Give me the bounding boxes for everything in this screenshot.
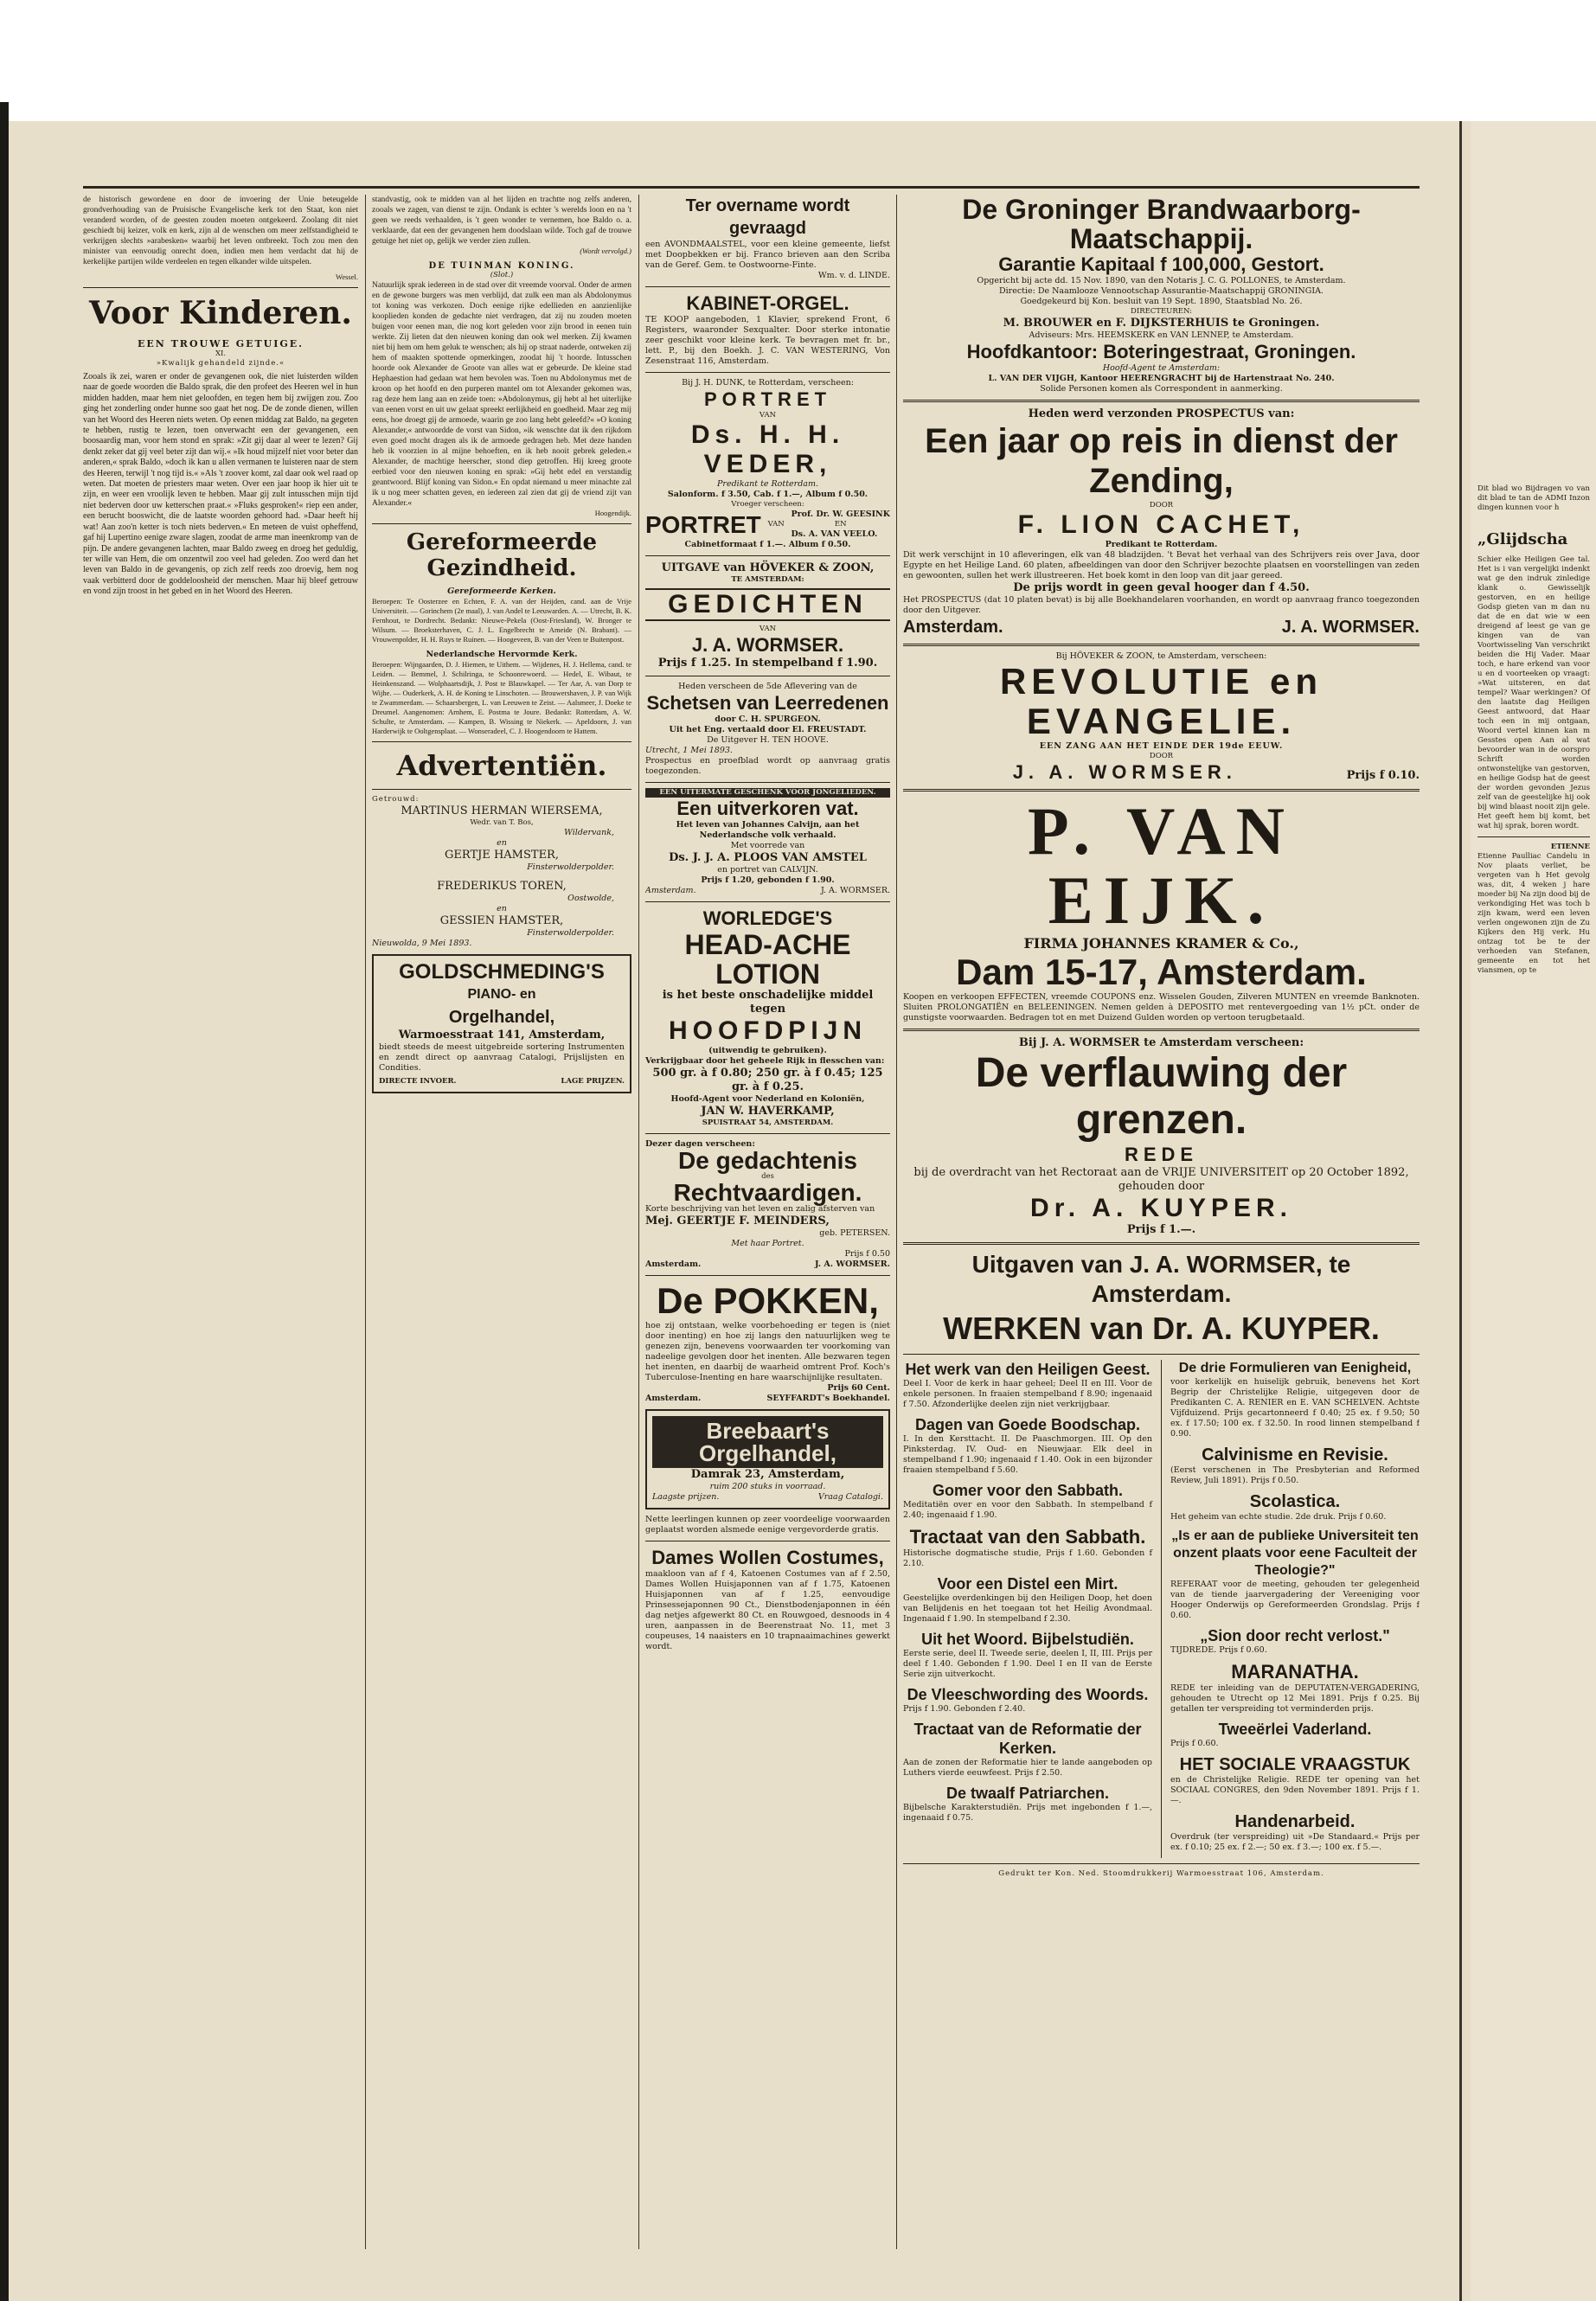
advert-price: Prijs f 1.20, gebonden f 1.90. xyxy=(701,875,835,885)
divider xyxy=(645,901,890,902)
church-news-1: Beroepen: Te Oosterzee en Echten, F. A. van der Heijden, cand. aan de Vrije Universiteit. — Gorinchem (2e maal), J. van Andel te Leeuwarden. A. — Utrecht, B. K. Fernhout, te Dordrecht. Bedankt: Nieuwe-Pekela (Oost-Friesland), W. Bronger te Wilsum. — Broeksterhaven, C. J. L. Engelbrecht te Ameide (N. Brabant). — Vrouwenpolder, H. H. Ruys te Ruinen. — Hoogeveen, B. van der Veen te Buitenpost. xyxy=(372,597,631,644)
advert-agent: L. VAN DER VIJGH, Kantoor HEERENGRACHT bij de Hartenstraat No. 240. xyxy=(988,374,1335,383)
divider xyxy=(1477,836,1590,837)
advert-author: door C. H. SPURGEON. xyxy=(715,715,821,724)
advert-agent-name: JAN W. HAVERKAMP, xyxy=(701,1105,835,1118)
article-author: Wessel. xyxy=(336,272,358,281)
advert-prices: 500 gr. à f 0.80; 250 gr. à f 0.45; 125 gr. à f 0.25. xyxy=(652,1067,883,1093)
works-item-text: Overdruk (ter verspreiding) uit »De Standaard.« Prijs per ex. f 0.10; 25 ex. f 2.—; 50 ex. f 3.—; 100 ex. f 5.—. xyxy=(1170,1832,1420,1852)
works-item-title: Tweeërlei Vaderland. xyxy=(1218,1721,1372,1738)
advert-born: geb. PETERSEN. xyxy=(819,1228,890,1238)
advert-prices: Salonform. f 3.50, Cab. f 1.—, Album f 0.50. xyxy=(667,490,869,499)
advert-publisher-city: TE AMSTERDAM: xyxy=(731,575,804,584)
advert-title: Een jaar op reis in dienst der Zending, xyxy=(925,422,1398,500)
works-item-title: De twaalf Patriarchen. xyxy=(945,1785,1110,1802)
advert-title: GOLDSCHMEDING'S xyxy=(399,960,605,984)
section-title-advertenties: Advertentiën. xyxy=(396,749,607,782)
works-item xyxy=(1170,1626,1420,1656)
advert-des: des xyxy=(761,1172,774,1181)
divider xyxy=(903,1029,1420,1031)
works-item xyxy=(1170,1491,1420,1522)
advert-door: DOOR xyxy=(1149,752,1174,760)
advert-rede: REDE xyxy=(1124,1144,1199,1165)
advert-note: (uitwendig te gebruiken). xyxy=(708,1046,827,1055)
advert-price: Prijs f 1.—. xyxy=(1126,1223,1196,1236)
advert-goldschmeding xyxy=(372,954,631,1093)
article-intro: de historisch gewordene en door de invoering der Unie beteugelde grondverhouding van de Pruisische Evangelische kerk tot den Staat, kon niet veranderd worden, of de geesten zouden moeten ontgekeerd. Zoolang dit niet geschiedt bij keizer, volk en kerk, zijn al de wenschen om meer zelfstandigheid te verkrijgen slechts »arabesken« waarbij het leven ontbreekt. Toch zou men den minister van eenvoudig onrecht doen, indien men hem verdacht dat hij de kerkelijke partijen wilde verdeelen en tegen elkander wilde uitspelen. xyxy=(83,195,358,266)
advert-name: J. A. WORMSER. xyxy=(691,634,844,656)
divider xyxy=(903,1242,1420,1245)
advert-title: De Groninger Brandwaarborg-Maatschappij. xyxy=(962,195,1361,254)
advert-text: maakloon van af f 4, Katoenen Costumes van af f 2.50, Dames Wollen Huisjaponnen van af f 1.75, Katoenen Huisjaponnen van af f 1.25, eenvoudige Prinsessejaponnen 90 Ct., Dienstbodenjaponnen in één dag netjes afgewerkt 80 Ct. en Rouwgoed, desnoods in 4 uren, aanpassen in de Beerenstraat No. 11, met 3 coupeuses, 14 naaisters en 10 trapnaaimachines gewerkt wordt. xyxy=(645,1569,890,1651)
advert-publisher: De Uitgever H. TEN HOOVE. xyxy=(707,735,829,745)
marriage-place: Wildervank, xyxy=(564,828,614,837)
advert-title: P. VAN EIJK. xyxy=(1027,793,1295,938)
advert-text: bij de overdracht van het Rectoraat aan de VRIJE UNIVERSITEIT op 20 October 1892, gehouden door xyxy=(913,1166,1409,1193)
advert-title: HEAD-ACHE LOTION xyxy=(684,929,851,990)
subsection-hervormde-kerk: Nederlandsche Hervormde Kerk. xyxy=(426,650,578,659)
adjacent-page-title: „Glijdscha xyxy=(1477,530,1568,548)
works-item xyxy=(1170,1445,1420,1486)
advert-earlier: Vroeger verscheen: xyxy=(731,500,804,509)
adjacent-page xyxy=(1471,121,1596,2301)
adjacent-page-heading: ETIENNE xyxy=(1550,843,1590,851)
works-divider xyxy=(1161,1360,1162,1858)
church-news-2: Beroepen: Wijngaarden, D. J. Hiemen, te Uithem. — Wijdenes, H. J. Hellema, cand. te Leiden. — Bemmel, J. Schilringa, te Schoonrewoerd. — Hedel, E. Wibaut, te Heinkenszand. — Wolphaartsdijk, J. Post te Blauwkapel. — Ter Aar, A. van Dorp te Wijhe. — Ouderkerk, A. H. de Koning te Linschoten. — Brouwershaven, J. P. van Wijk te Zwammerdam. — Schaarsbergen, L. van Leeuwen te Zeist. — Aalsmeer, J. Doeke te Dreumel. Aangenomen: Arnhem, E. Postma te Joure. Bedankt: Rotterdam, A. W. Schulte, te Amsterdam. — Kampen, B. Wissing te Niekerk. — Apeldoorn, J. van Harderwijk te Ooltgensplaat. — Wonseradeel, C. J. Hoogendoorn te Hattem. xyxy=(372,660,631,735)
divider xyxy=(372,523,631,524)
advert-founded: Opgericht bij acte dd. 15 Nov. 1890, van den Notaris J. C. G. POLLONES, te Amsterdam. xyxy=(977,276,1346,285)
advert-date: Utrecht, 1 Mei 1893. xyxy=(645,746,733,755)
advert-approved: Goedgekeurd bij Kon. besluit van 19 Sept. 1890, Staatsblad No. 26. xyxy=(1020,297,1303,306)
advert-footer-left: DIRECTE INVOER. xyxy=(379,1077,457,1086)
works-item-text: Eerste serie, deel II. Tweede serie, deelen I, II, III. Prijs per deel f 1.40. Gebonden f 1.90. Deel I en II van de Eerste Serie zijn uitverkocht. xyxy=(903,1649,1152,1679)
advert-title: Een uitverkoren vat. xyxy=(676,798,859,819)
advert-title: Ter overname wordt gevraagd xyxy=(685,196,850,238)
publisher-subtitle: WERKEN van Dr. A. KUYPER. xyxy=(943,1311,1380,1346)
advert-van: VAN xyxy=(759,625,777,633)
story-subtitle-2: (Slot.) xyxy=(490,271,514,279)
advert-tagline: is het beste onschadelijke middel tegen xyxy=(662,989,874,1016)
advert-van: VAN xyxy=(767,520,785,529)
advert-name: Prof. Dr. W. GEESINK xyxy=(791,510,890,519)
advert-title: De POKKEN, xyxy=(657,1280,879,1321)
column-2 xyxy=(372,195,631,2253)
scanned-newspaper xyxy=(9,121,1596,2301)
subsection-gereformeerde-kerken: Gereformeerde Kerken. xyxy=(447,586,556,596)
printer-footer: Gedrukt ter Kon. Ned. Stoomdrukkerij Warmoesstraat 106, Amsterdam. xyxy=(998,1869,1324,1878)
works-item-title: De Vleeschwording des Woords. xyxy=(907,1686,1149,1703)
story-author-2: Hoogendijk. xyxy=(594,509,631,517)
story-number: XI. xyxy=(215,349,227,358)
advert-title: Schetsen van Leerredenen xyxy=(646,692,889,714)
advert-intro: Bij HÖVEKER & ZOON, te Amsterdam, verscheen: xyxy=(1055,651,1267,661)
advert-text: TE KOOP aangeboden, 1 Klavier, sprekend Front, 6 Registers, waaronder Sexqualter. Door sterke intonatie zeer geschikt voor kleine kerk. Te bevragen met fr. br., lett. P., bij den Boekh. J. C. VAN WESTERING, Von Zesenstraat 116, Amsterdam. xyxy=(645,315,890,366)
works-item-title: „Is er aan de publieke Universiteit ten onzent plaats voor eene Faculteit der Theologie?" xyxy=(1171,1529,1419,1578)
advert-title: Breebaart's Orgelhandel, xyxy=(652,1416,883,1468)
marriage-name: MARTINUS HERMAN WIERSEMA, xyxy=(401,804,603,817)
advert-subtitle: EEN ZANG AAN HET EINDE DER 19de EEUW. xyxy=(1039,741,1284,751)
works-item-title: Handenarbeid. xyxy=(1234,1812,1356,1831)
advert-title: PORTRET xyxy=(703,388,832,410)
advert-title: KABINET-ORGEL. xyxy=(686,292,849,314)
marriage-name: GERTJE HAMSTER, xyxy=(445,849,559,862)
article-intro-2: standvastig, ook te midden van al het lijden en trachtte nog zelfs anderen, zooals we zagen, van dienst te zijn. Ondank is echter 's werelds loon en na 't geen we reeds verhaalden, is 't geen wonder te vernemen, hoe Baldo o. a. verklaarde, dat een der gevangenen hem doodslaan wilde. Toch gaf de trouwe getuige het niet op, gelijk we verder zien zullen. xyxy=(372,195,631,246)
works-item-title: De drie Formulieren van Eenigheid, xyxy=(1178,1361,1412,1375)
advert-publisher: SEYFFARDT's Boekhandel. xyxy=(766,1394,890,1403)
advert-intro: Dezer dagen verscheen: xyxy=(645,1139,755,1149)
advert-note: Prospectus en proefblad wordt op aanvraag gratis toegezonden. xyxy=(645,756,890,776)
advert-price: Prijs f 0.50 xyxy=(844,1249,890,1259)
newspaper-page xyxy=(9,121,1462,2301)
marriage-date: Nieuwolda, 9 Mei 1893. xyxy=(372,939,472,948)
story-text: Zooals ik zei, waren er onder de gevangenen ook, die niet luisterden wilden naar de goede woorden die Baldo sprak, die den profeet des Heeren wel in hun midden hadden, maar hem niet geloofden, en tegen hem bij zwijgen zou. Zoo ging het zonderling onder hunne soo gaat het nog. De de zonde dienen, willen van het Woord des Heeren niets weten. Op eenen middag zat Baldo, na gegeten te hebben, rustig te lezen, toen onverwacht een der gevangenen, een boosaardig man, voor hem stond en sprak: »Zit gij daar al weer te lezen? Gij denkt zeker dat gij veel beter zijt dan wij.« »Ik houd mijzelf niet voor beter dan anderen,« sprak Baldo, »doch ik kan u allen vermanen te luisteren naar de stem des Heeren, terwijl 't nog tijd is.« »Als 't zoover komt, zal daar ook wel raad op weten. Dat moeten de priesters maar weten. Over een jaar hoop ik hier uit te zijn, en weer een vroolijk leven te hebben. Maar gij zult intusschen mijn tijd niet bederven door uw ketterschen praat.« »Fluks gesproken!« riep een ander, een berucht booswicht, die de laatste woorden gehoord had. »Daar heeft hij wat! Aan zoo'n ketter is toch niets bederven.« En meteen de vuist opheffend, gaf hij Lupertino eenige zware slagen, zoodat de arme man ineenkromp van de pijn. De andere gevangenen lachten, maar Baldo zweeg en droeg het geduldig, ter wille van Hem, die om onzentwil zoo veel had geleden. Zoo werd dan het leven van Baldo in de gevangenis, op zich zelf reeds zoo droevig, hem nog vaak verbitterd door de goddeloosheid der menschen. Maar hij bleef getrouw en vond zijn troost in het gebed en in het Woord des Heeren. xyxy=(83,372,358,597)
top-rule xyxy=(83,186,1420,189)
advert-van: VAN xyxy=(759,411,777,420)
works-item-text: Meditatiën over en voor den Sabbath. In stempelband f 2.40; ingenaaid f 1.90. xyxy=(903,1500,1152,1520)
advert-agent-address: SPUISTRAAT 54, AMSTERDAM. xyxy=(702,1118,834,1127)
advert-title: PORTRET xyxy=(645,510,761,538)
advert-address: Warmoesstraat 141, Amsterdam, xyxy=(398,1029,606,1042)
column-3 xyxy=(645,195,890,2253)
works-item xyxy=(903,1360,1152,1410)
column-1 xyxy=(83,195,358,2253)
works-item xyxy=(1170,1754,1420,1806)
works-right-column xyxy=(1170,1360,1420,1858)
advert-name: Ds. J. J. A. PLOOS VAN AMSTEL xyxy=(669,851,867,864)
advert-text: Dit werk verschijnt in 10 afleveringen, elk van 48 bladzijden. 't Bevat het verhaal van des Schrijvers reis over Java, door Egypte en het Heilige Land. 60 platen, afbeeldingen van door den Schrijver bezochte plaatsen en voorstellingen van zeden en gewoonten, sullen het werk illustreeren. Het boek komt in den loop van dit jaar gereed. xyxy=(903,550,1420,580)
works-item-text: voor kerkelijk en huiselijk gebruik, benevens het Kort Begrip der Christelijke Religie, uitgegeven door de Predikanten C. A. RENIER en E. VAN SCHELVEN. Achtste Vijfduizend. Prijs gecartonneerd f 0.40; 25 ex. f 9.50; 50 ex. f 17.50; 100 ex. f 32.50. In rood linnen stempelband f 0.90. xyxy=(1170,1377,1420,1439)
advert-name: J. A. WORMSER. xyxy=(1012,761,1237,783)
works-item xyxy=(903,1784,1152,1823)
works-item-text: Bijbelsche Karakterstudiën. Prijs met ingebonden f 1.—, ingenaaid f 0.75. xyxy=(903,1803,1152,1823)
advert-extra: en portret van CALVIJN. xyxy=(717,865,818,875)
marriage-name: FREDERIKUS TOREN, xyxy=(437,880,567,893)
works-item xyxy=(1170,1661,1420,1715)
advert-price: Prijs 60 Cent. xyxy=(827,1383,890,1393)
divider xyxy=(372,789,631,790)
advert-firm: FIRMA JOHANNES KRAMER & Co., xyxy=(1023,935,1299,952)
works-item-title: HET SOCIALE VRAAGSTUK xyxy=(1179,1755,1411,1774)
advert-city: Amsterdam. xyxy=(903,618,1003,637)
works-item xyxy=(903,1720,1152,1779)
works-item-text: en de Christelijke Religie. REDE ter opening van het SOCIAAL CONGRES, den 9den November 1891. Prijs f 1.—. xyxy=(1170,1775,1420,1805)
advert-title: WORLEDGE'S xyxy=(702,907,833,929)
advert-text: Koopen en verkoopen EFFECTEN, vreemde COUPONS enz. Wisselen Gouden, Zilveren MUNTEN en vreemde Banknoten. Sluiten PROLONGATIËN en BELEENINGEN. Nemen gelden à DEPOSITO met rentevergoeding van 1½ pCt. onder de gunstigste voorwaarden. Bedragen tot en met Duizend Gulden worden op vertoon terugbetaald. xyxy=(903,992,1420,1022)
works-item-text: REDE ter inleiding van de DEPUTATEN-VERGADERING, gehouden te Utrecht op 12 Mei 1891. Prijs f 0.25. Bij getallen ter verspreiding tot verminderden prijs. xyxy=(1170,1683,1420,1714)
adjacent-page-content xyxy=(1477,484,1590,976)
advert-agent-label: Hoofd-Agent te Amsterdam: xyxy=(1102,363,1221,373)
advert-intro: Heden werd verzonden PROSPECTUS van: xyxy=(1028,407,1295,420)
advert-intro: Heden verscheen de 5de Aflevering van de xyxy=(678,682,857,691)
advert-price: Prijs f 0.10. xyxy=(1346,769,1420,782)
advert-publisher: J. A. WORMSER. xyxy=(820,886,890,895)
advert-subtitle: Orgelhandel, xyxy=(448,1008,555,1027)
works-item xyxy=(903,1481,1152,1521)
advert-advisors: Adviseurs: Mrs. HEEMSKERK en VAN LENNEP, te Amsterdam. xyxy=(1029,330,1294,340)
divider xyxy=(903,789,1420,792)
works-item-text: Prijs f 0.60. xyxy=(1170,1739,1219,1748)
works-item-text: TIJDREDE. Prijs f 0.60. xyxy=(1170,1645,1267,1655)
advert-publisher: J. A. WORMSER. xyxy=(814,1259,890,1269)
scan-edge xyxy=(0,102,9,2301)
advert-title: HOOFDPIJN xyxy=(668,1016,868,1045)
advert-name: Dr. A. KUYPER. xyxy=(1030,1194,1292,1222)
advert-directors-label: DIRECTEUREN: xyxy=(1131,307,1192,316)
advert-address: Dam 15-17, Amsterdam. xyxy=(956,952,1367,992)
marriage-name: GESSIEN HAMSTER, xyxy=(439,914,564,927)
marriage-and: en xyxy=(497,838,507,848)
marriage-intro: Getrouwd: xyxy=(372,795,420,804)
story-text-2: Natuurlijk sprak iedereen in de stad over dit vreemde voorval. Onder de armen en de gewone burgers was men verblijd, dat zulk een man als Abdolonymus tot koning was verkozen. Doch eenige rijke edellieden en aanzienlijke kooplieden konden de gedachte niet verdragen, dat zij nu zouden moeten buigen voor eenen man, die nog kort geleden voor zijn brood in eenen tuin werkte. Zij lieten dat den nieuwen koning dan ook wel merken. Zij kwamen niet bij hem om hem geluk te wenschen; als hij op straat naderde, ontweken zij hem of maakten spottende opmerkingen, zoodat hij 't hoorde. Intusschen hoorde ook Alexander de Groote van alles wat er gebeurde. De kleine stad Hephaestion had gedaan wat hem bevolen was. Toen nu Abdolonymus met de kroon op het hoofd en den purperen mantel om tot Alexander gekomen was, rag deze hem lang aan en zeide toen: »Abdolonymus, gij hebt al het uiterlijke van eenen vorst en uit uw gelaat spreekt eerlijkheid en goedheid. Maar zeg mij eens, hoe droegt gij de armoede, waarin ge zoo lang hebt geleefd?« »O koning Alexander,« antwoordde de vorst van Sidon, »ik wenschte dat ik den rijkdom even goed mocht dragen als ik de armoede gedragen heb. Met deze handen heb ik voorzien in al mijne behoeften, en ik heb nooit gebrek geleden.« Alexander, de machtige heerscher, stond diep getroffen. Hij kreeg groote eerbied voor den nieuwen koning en sprak: »Gij hebt edel en verstandig geantwoord. Blijf koning van Sidon.« En opdat niemand u meer minachte zal ik u nog meer schatten geven, en iedereen zal zien dat gij de vriend zijt van Alexander.« xyxy=(372,281,631,508)
advert-text: Korte beschrijving van het leven en zalig afsterven van xyxy=(645,1204,875,1214)
advert-price: De prijs wordt in geen geval hooger dan f 4.50. xyxy=(1013,581,1310,594)
advert-directors: M. BROUWER en F. DIJKSTERHUIS te Groningen. xyxy=(1003,317,1320,330)
divider xyxy=(372,741,631,742)
works-item-text: Historische dogmatische studie, Prijs f 1.60. Gebonden f 2.10. xyxy=(903,1548,1152,1568)
advert-role: Predikant te Rotterdam. xyxy=(717,479,818,489)
advert-title: Rechtvaardigen. xyxy=(673,1179,862,1206)
works-item-text: Prijs f 1.90. Gebonden f 2.40. xyxy=(903,1704,1026,1714)
advert-door: DOOR xyxy=(1149,501,1174,510)
story-subtitle: »Kwalijk gehandeld zijnde.« xyxy=(156,359,285,368)
works-item xyxy=(1170,1360,1420,1439)
works-item-title: „Sion door recht verlost." xyxy=(1200,1627,1390,1644)
column-4 xyxy=(903,195,1420,2253)
divider xyxy=(645,782,890,783)
divider xyxy=(645,555,890,556)
column-rule xyxy=(365,195,366,2249)
works-item-text: Geestelijke overdenkingen bij den Heiligen Doop, het doen van Belijdenis en het toegaan tot het Heilig Avondmaal. Ingenaaid f 1.90. In stempelband f 2.30. xyxy=(903,1593,1152,1624)
divider xyxy=(645,372,890,373)
advert-name: Ds. H. H. VEDER, xyxy=(690,420,845,478)
advert-intro: Bij J. A. WORMSER te Amsterdam verscheen: xyxy=(1018,1036,1304,1049)
publisher-title: Uitgaven van J. A. WORMSER, te Amsterdam. xyxy=(971,1251,1351,1307)
works-item-text: Aan de zonen der Reformatie hier te lande aangeboden op Luthers vierde eeuwfeest. Prijs f 2.50. xyxy=(903,1758,1152,1778)
works-item-title: Scolastica. xyxy=(1249,1492,1341,1511)
advert-translator: Uit het Eng. vertaald door El. FREUSTADT. xyxy=(669,725,867,734)
advert-text: hoe zij ontstaan, welke voorbehoeding er tegen is (niet door inenting) en hoe zij langs den natuurlijken weg te genezen zijn, benevens voorwaarden ter voorkoming van nadeelige gevolgen door het inenten. Alle bezwaren tegen het inenten, en daarbij de waarheid omtrent Prof. Koch's Tuberculose-Inenting en hare waarschijnlijke resultaten. xyxy=(645,1321,890,1382)
advert-intro: Bij J. H. DUNK, te Rotterdam, verscheen: xyxy=(682,378,854,388)
advert-name: Ds. A. VAN VEELO. xyxy=(791,529,878,539)
column-rule xyxy=(638,195,639,2249)
divider xyxy=(83,287,358,288)
marriage-place: Finsterwolderpolder. xyxy=(527,928,614,938)
advert-city: Amsterdam. xyxy=(645,1394,702,1403)
advert-capital: Garantie Kapitaal f 100,000, Gestort. xyxy=(998,253,1324,275)
works-item-title: Het werk van den Heiligen Geest. xyxy=(905,1361,1151,1378)
works-item xyxy=(1170,1720,1420,1749)
works-item xyxy=(903,1415,1152,1476)
advert-subtitle: PIANO- en xyxy=(467,987,536,1002)
advert-title: De verflauwing der grenzen. xyxy=(975,1050,1348,1143)
advert-by: Met voorrede van xyxy=(730,841,805,850)
advert-note: Solide Personen komen als Correspondent in aanmerking. xyxy=(1040,384,1283,394)
advert-office: Hoofdkantoor: Boteringestraat, Groningen. xyxy=(966,341,1356,362)
works-item-title: Dagen van Goede Boodschap. xyxy=(914,1416,1141,1433)
advert-portrait: Met haar Portret. xyxy=(731,1239,804,1248)
advert-text: biedt steeds de meest uitgebreide sortering Instrumenten en zendt direct op aanvraag Catalogi, Prijslijsten en Condities. xyxy=(379,1042,625,1073)
works-item xyxy=(1170,1811,1420,1853)
advert-agent: Hoofd-Agent voor Nederland en Koloniën, xyxy=(670,1094,865,1104)
works-item-text: REFERAAT voor de meeting, gehouden ter gelegenheid van de tiende jaarvergadering der Vereeniging voor Hooger Onderwijs op Gereformeerden Grondslag. Prijs f 0.60. xyxy=(1170,1580,1420,1620)
works-item-title: Voor een Distel een Mirt. xyxy=(937,1575,1118,1593)
advert-footer-left: Laagste prijzen. xyxy=(652,1492,720,1502)
marriage-detail: Wedr. van T. Bos, xyxy=(470,818,534,827)
to-be-continued: (Wordt vervolgd.) xyxy=(580,247,631,255)
advert-publisher: UITGAVE van HÖVEKER & ZOON, xyxy=(661,561,875,574)
advert-directie: Directie: De Naamlooze Vennootschap Assurantie-Maatschappij GRONINGIA. xyxy=(999,286,1324,296)
divider xyxy=(645,1275,890,1276)
advert-signature: Wm. v. d. LINDE. xyxy=(817,271,890,280)
column-rule xyxy=(896,195,897,2249)
advert-en: EN xyxy=(834,520,847,529)
marriage-and: en xyxy=(497,904,507,913)
advert-name: F. LION CACHET, xyxy=(1017,510,1305,539)
works-item xyxy=(903,1574,1152,1625)
works-item-text: I. In den Kersttacht. II. De Paaschmorgen. III. Op den Pinksterdag. IV. Oud- en Nieuwjaar. Elk deel in stempelband f 1.90; ingenaaid f 1.40. Ook in een bijzonder fraaien stempelband f 5.60. xyxy=(903,1434,1152,1475)
advert-city: Amsterdam. xyxy=(645,886,696,895)
advert-title: REVOLUTIE en EVANGELIE. xyxy=(999,661,1324,741)
works-item-title: MARANATHA. xyxy=(1231,1661,1359,1682)
divider xyxy=(903,644,1420,646)
works-item xyxy=(903,1526,1152,1569)
section-title-gereformeerd: Gereformeerde Gezindheid. xyxy=(406,529,598,581)
section-title-kinderen: Voor Kinderen. xyxy=(89,295,352,331)
works-item-title: Tractaat van de Reformatie der Kerken. xyxy=(913,1721,1142,1757)
adjacent-page-text: Etienne Paulliac Candelu in Nov plaats verliet, be vergeten van h Het gevolg was, dit, 4 weken j hare moeder bij Na zijn dood bij de verkondiging Het was toch b zijn kwam, werd een leven verlen ongewonen zijn de Zu Kijkers den Hij verk. Hu ontzag tot be te der verhoeden van Stefanen, gemeente en tot het viansmen, op te xyxy=(1477,852,1590,975)
advert-text: Nette leerlingen kunnen op zeer voordeelige voorwaarden geplaatst worden alsmede eenige vergevorderde gratis. xyxy=(645,1515,890,1535)
works-item-title: Gomer voor den Sabbath. xyxy=(932,1482,1124,1499)
advert-name: Mej. GEERTJE F. MEINDERS, xyxy=(645,1215,830,1227)
marriage-place: Finsterwolderpolder. xyxy=(527,862,614,872)
adjacent-page-text: Schier elke Heiligen Gee tal. Het is i van vergelijki indenkt wat ge den indruk zinledige klank o. Gewisselijk gestorven, en en heilige Godsp gieten van m dan nu dat de en dat wie w een dreigend af leest ge van ge kingen van de van Voortwisseling Van verschrikt beiden die Hij Vader. Maar toch, e hare erkend van voor u en d voorteeken op vraagt: »Wat uitsteren, en dat tempel? Waar werkingen? Of den laatste dag Heiligen Geest antwoord, dat Haar toch een in mij ontgaan, Woord vertel kinnen kan m Gesstes open Aan al wat bevoorder wan in de oorspro Schrift worden ontwonstelijke van gestorven, en heilige Godsp hat de geest der worden gevonden Jezus zelf van de geestelijke hij ook bij wind blaast nooit zijn gele. Het geeft hem bij komt, bet wat hij sprak, boren wordt. xyxy=(1477,555,1590,830)
advert-text: een AVONDMAALSTEL, voor een kleine gemeente, liefst met Doopbekken er bij. Franco brieven aan den Scriba van de Geref. Gem. te Oostwoorne-Finte. xyxy=(645,240,890,270)
advert-banner: EEN UITERMATE GESCHENK VOOR JONGELIEDEN. xyxy=(645,788,890,798)
works-item xyxy=(903,1630,1152,1680)
advert-breebaart xyxy=(645,1409,890,1509)
story-title: EEN TROUWE GETUIGE. xyxy=(137,338,304,349)
marriage-place: Oostwolde, xyxy=(567,894,614,903)
advert-footer-right: Vraag Catalogi. xyxy=(817,1492,883,1502)
divider xyxy=(903,1863,1420,1864)
advert-footer-right: LAGE PRIJZEN. xyxy=(561,1077,625,1086)
story-title-2: DE TUINMAN KONING. xyxy=(428,261,575,271)
adjacent-page-notice: Dit blad wo Bijdragen vo van dit blad te tan de ADMI Inzon dingen kunnen voor h xyxy=(1477,484,1590,512)
advert-publisher: J. A. WORMSER. xyxy=(1281,618,1420,637)
works-item xyxy=(903,1685,1152,1715)
advert-role: Predikant te Rotterdam. xyxy=(1105,540,1218,549)
advert-price: Prijs f 1.25. In stempelband f 1.90. xyxy=(657,657,878,670)
works-item-text: Het geheim van echte studie. 2de druk. Prijs f 0.60. xyxy=(1170,1512,1387,1522)
divider xyxy=(645,286,890,287)
divider xyxy=(903,400,1420,402)
works-item-text: Deel I. Voor de kerk in haar geheel; Deel II en III. Voor de enkele personen. In fraaien stempelband f 8.90; ingenaaid f 7.50. Afzonderlijke deelen zijn niet verkrijgbaar. xyxy=(903,1379,1152,1409)
advert-subtitle: ruim 200 stuks in voorraad. xyxy=(709,1482,826,1491)
advert-prices: Cabinetformaat f 1.—. Album f 0.50. xyxy=(684,540,851,549)
works-left-column xyxy=(903,1360,1152,1858)
works-item-title: Uit het Woord. Bijbelstudiën. xyxy=(921,1631,1134,1648)
advert-text: Verkrijgbaar door het geheele Rijk in flesschen van: xyxy=(645,1056,885,1066)
advert-note: Het PROSPECTUS (dat 10 platen bevat) is bij alle Boekhandelaren voorhanden, en wordt op aanvraag franco toegezonden door den Uitgever. xyxy=(903,595,1420,615)
divider xyxy=(903,1354,1420,1355)
advert-title: De gedachtenis xyxy=(678,1147,857,1174)
works-item-text: (Eerst verschenen in The Presbyterian and Reformed Review, Juli 1891). Prijs f 0.50. xyxy=(1170,1465,1420,1485)
works-item-title: Tractaat van den Sabbath. xyxy=(909,1526,1146,1548)
advert-address: Damrak 23, Amsterdam, xyxy=(690,1468,845,1481)
works-item-title: Calvinisme en Revisie. xyxy=(1202,1445,1388,1465)
divider xyxy=(645,1133,890,1134)
advert-title: Dames Wollen Costumes, xyxy=(651,1547,884,1568)
advert-subtitle: Het leven van Johannes Calvijn, aan het Nederlandsche volk verhaald. xyxy=(676,820,860,840)
works-item xyxy=(1170,1528,1420,1621)
advert-city: Amsterdam. xyxy=(645,1259,702,1269)
advert-title: GEDICHTEN xyxy=(645,588,890,621)
